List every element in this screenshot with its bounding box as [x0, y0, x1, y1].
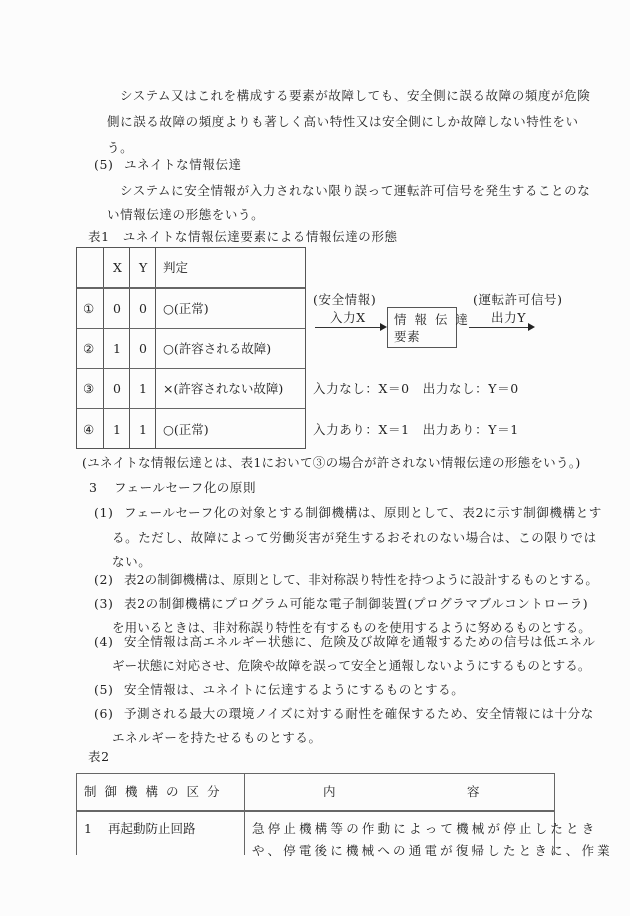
- cell-y: 1: [139, 381, 147, 396]
- item-line: 安全情報は、ユネイトに伝達するようにするものとする。: [124, 682, 465, 697]
- item-line: る。ただし、故障によって労働災害が発生するおそれのない場合は、この限りでは: [112, 530, 597, 545]
- header-x: X: [113, 260, 122, 275]
- section-number: (5): [94, 157, 114, 172]
- element-label-line1: 情 報 伝 達: [394, 312, 470, 327]
- cell-y: 0: [139, 301, 147, 316]
- item-number: (3): [94, 596, 114, 611]
- item-line: フェールセーフ化の対象とする制御機構は、原則として、表2に示す制御機構とす: [124, 505, 602, 520]
- legend-no-input: 入力なし：X＝0 出力なし：Y＝0: [313, 381, 519, 396]
- section-number: 3: [89, 480, 98, 495]
- item-number: (6): [94, 706, 114, 721]
- column-divider: [244, 774, 245, 855]
- row-divider: [77, 328, 305, 329]
- section-heading: フェールセーフ化の原則: [114, 480, 257, 495]
- category-number: 1: [84, 821, 92, 836]
- header-content-2: 容: [467, 784, 480, 799]
- element-label-line2: 要素: [394, 329, 421, 344]
- row-number: ②: [83, 341, 95, 356]
- header-y: Y: [139, 260, 148, 275]
- row-number: ④: [83, 422, 95, 437]
- item-line: 表2の制御機構は、原則として、非対称誤り特性を持つように設計するものとする。: [124, 572, 599, 587]
- table2-caption: 表2: [88, 749, 110, 764]
- content-line: や、停電後に機械への通電が復帰したときに、作業: [252, 843, 613, 858]
- column-divider: [129, 248, 130, 448]
- cell-judgement: ×(許容されない故障): [163, 381, 284, 396]
- column-divider: [103, 248, 104, 448]
- item-line: を用いるときは、非対称誤り特性を有するものを使用するように努めるものとする。: [112, 620, 591, 635]
- output-caption: (運転許可信号): [473, 292, 563, 307]
- item-line: 表2の制御機構にプログラム可能な電子制御装置(プログラマブルコントローラ): [124, 596, 589, 611]
- header-content-1: 内: [323, 784, 336, 799]
- cell-judgement: ○(許容される故障): [163, 341, 272, 356]
- input-label: 入力X: [330, 310, 366, 325]
- paragraph-line: 側に誤る故障の頻度よりも著しく高い特性又は安全側にしか故障しない特性をい: [107, 114, 579, 129]
- paragraph-line: い情報伝達の形態をいう。: [107, 207, 265, 222]
- header-divider: [77, 810, 554, 812]
- output-arrow-icon: [469, 327, 529, 328]
- row-number: ③: [83, 381, 95, 396]
- item-line: ギー状態に対応させ、危険や故障を誤って安全と通報しないようにするものとする。: [112, 658, 591, 673]
- item-line: エネルギーを持たせるものとする。: [112, 730, 322, 745]
- header-category: 制御機構の区分: [84, 784, 228, 799]
- header-judgement: 判定: [163, 260, 189, 275]
- cell-y: 0: [139, 341, 147, 356]
- table1-caption: 表1 ユネイトな情報伝達要素による情報伝達の形態: [88, 229, 398, 244]
- table1-note: (ユネイトな情報伝達とは、表1において③の場合が許されない情報伝達の形態をいう。): [82, 455, 581, 470]
- cell-x: 1: [113, 422, 121, 437]
- paragraph-line: システムに安全情報が入力されない限り誤って運転許可信号を発生することのな: [120, 183, 591, 198]
- item-line: 安全情報は高エネルギー状態に、危険及び故障を通報するための信号は低エネル: [124, 634, 596, 649]
- cell-x: 0: [113, 381, 121, 396]
- item-line: 予測される最大の環境ノイズに対する耐性を確保するため、安全情報には十分な: [124, 706, 594, 721]
- table2: [76, 773, 613, 858]
- input-caption: (安全情報): [313, 292, 377, 307]
- content-line: 急停止機構等の作動によって機械が停止したとき: [252, 821, 598, 836]
- column-divider: [155, 248, 156, 448]
- cell-judgement: ○(正常): [163, 422, 209, 437]
- input-arrow-icon: [315, 327, 381, 328]
- paragraph-line: う。: [107, 140, 134, 155]
- item-number: (2): [94, 572, 114, 587]
- cell-judgement: ○(正常): [163, 301, 209, 316]
- transfer-element-box: [387, 307, 470, 348]
- row-divider: [77, 408, 305, 409]
- item-number: (1): [94, 505, 114, 520]
- legend-input: 入力あり：X＝1 出力あり：Y＝1: [313, 422, 519, 437]
- section-heading: ユネイトな情報伝達: [124, 157, 242, 172]
- item-line: ない。: [112, 554, 152, 569]
- output-label: 出力Y: [491, 310, 527, 325]
- paragraph-line: システム又はこれを構成する要素が故障しても、安全側に誤る故障の頻度が危険: [120, 88, 591, 103]
- item-number: (5): [94, 682, 114, 697]
- item-number: (4): [94, 634, 114, 649]
- row-divider: [77, 368, 305, 369]
- table1: [76, 247, 306, 449]
- cell-x: 0: [113, 301, 121, 316]
- cell-x: 1: [113, 341, 121, 356]
- cell-y: 1: [139, 422, 147, 437]
- row-divider: [77, 287, 305, 289]
- row-number: ①: [83, 301, 95, 316]
- category-name: 再起動防止回路: [108, 821, 196, 836]
